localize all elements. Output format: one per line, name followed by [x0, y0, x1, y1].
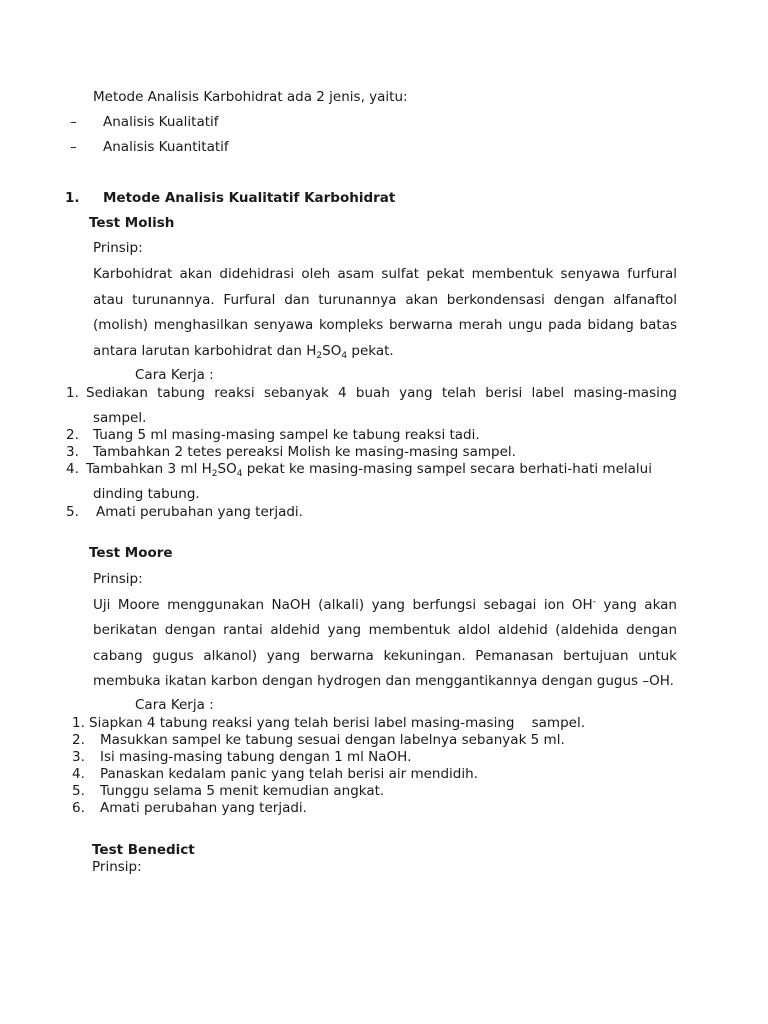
moore-step-5: Tunggu selama 5 menit kemudian angkat.	[100, 783, 385, 799]
moore-step-4: Panaskan kedalam panic yang telah berisi air mendidih.	[100, 766, 478, 782]
step-number: 1.	[72, 715, 85, 731]
moore-step-3: Isi masing-masing tabung dengan 1 ml NaOH.	[100, 749, 412, 765]
step-number: 5.	[66, 504, 79, 520]
bullet-analisis-kuantitatif: Analisis Kuantitatif	[103, 139, 229, 155]
step-number: 4.	[72, 766, 85, 782]
moore-step-2: Masukkan sampel ke tabung sesuai dengan labelnya sebanyak 5 ml.	[100, 732, 565, 748]
step-number: 1.	[66, 385, 79, 401]
moore-prinsip-line-1: Uji Moore menggunakan NaOH (alkali) yang berfungsi sebagai ion OH- yang akan	[93, 597, 677, 613]
section-number: 1.	[65, 190, 80, 206]
molish-step-4-cont: dinding tabung.	[93, 486, 200, 502]
molish-prinsip-line-last: antara larutan karbohidrat dan $H_2SO_4$ pekat.	[93, 343, 394, 361]
bullet-mark: –	[70, 139, 77, 155]
bullet-mark: –	[70, 114, 77, 130]
molish-step-1: Sediakan tabung reaksi sebanyak 4 buah yang telah berisi label masing-masing	[86, 385, 677, 401]
benedict-title: Test Benedict	[92, 842, 195, 858]
molish-prinsip-line: Karbohidrat akan didehidrasi oleh asam sulfat pekat membentuk senyawa furfural	[93, 266, 677, 282]
molish-step-5: Amati perubahan yang terjadi.	[96, 504, 303, 520]
bullet-analisis-kualitatif: Analisis Kualitatif	[103, 114, 219, 130]
moore-title: Test Moore	[89, 545, 173, 561]
step-number: 3.	[72, 749, 85, 765]
molish-step-3: Tambahkan 2 tetes pereaksi Molish ke masing-masing sampel.	[93, 444, 516, 460]
molish-prinsip-line: atau turunannya. Furfural dan turunannya akan berkondensasi dengan alfanaftol	[93, 292, 677, 308]
moore-step-1: Siapkan 4 tabung reaksi yang telah berisi label masing-masing sampel.	[89, 715, 585, 731]
moore-prinsip-line: cabang gugus alkanol) yang berwarna kekuningan. Pemanasan bertujuan untuk	[93, 648, 677, 664]
step-number: 5.	[72, 783, 85, 799]
step-number: 6.	[72, 800, 85, 816]
molish-step-1-cont: sampel.	[93, 410, 147, 426]
moore-prinsip-line: membuka ikatan karbon dengan hydrogen dan menggantikannya dengan gugus –OH.	[93, 673, 674, 689]
moore-prinsip-line: berikatan dengan rantai aldehid yang membentuk aldol aldehid (aldehida dengan	[93, 622, 677, 638]
molish-step-4: Tambahkan 3 ml $H_2SO_4$ pekat ke masing-masing sampel secara berhati-hati melalui	[86, 461, 652, 479]
step-number: 2.	[72, 732, 85, 748]
molish-title: Test Molish	[89, 215, 175, 231]
molish-prinsip-line: (molish) menghasilkan senyawa kompleks berwarna merah ungu pada bidang batas	[93, 317, 677, 333]
moore-cara-kerja-label: Cara Kerja :	[135, 697, 214, 713]
step-number: 4.	[66, 461, 79, 477]
section-title: Metode Analisis Kualitatif Karbohidrat	[103, 190, 396, 206]
moore-prinsip-label: Prinsip:	[93, 571, 143, 587]
moore-step-6: Amati perubahan yang terjadi.	[100, 800, 307, 816]
molish-step-2: Tuang 5 ml masing-masing sampel ke tabung reaksi tadi.	[93, 427, 480, 443]
molish-prinsip-label: Prinsip:	[93, 240, 143, 256]
molish-cara-kerja-label: Cara Kerja :	[135, 367, 214, 383]
step-number: 2.	[66, 427, 79, 443]
step-number: 3.	[66, 444, 79, 460]
benedict-prinsip-label: Prinsip:	[92, 859, 142, 875]
intro-text: Metode Analisis Karbohidrat ada 2 jenis, yaitu:	[93, 89, 408, 105]
